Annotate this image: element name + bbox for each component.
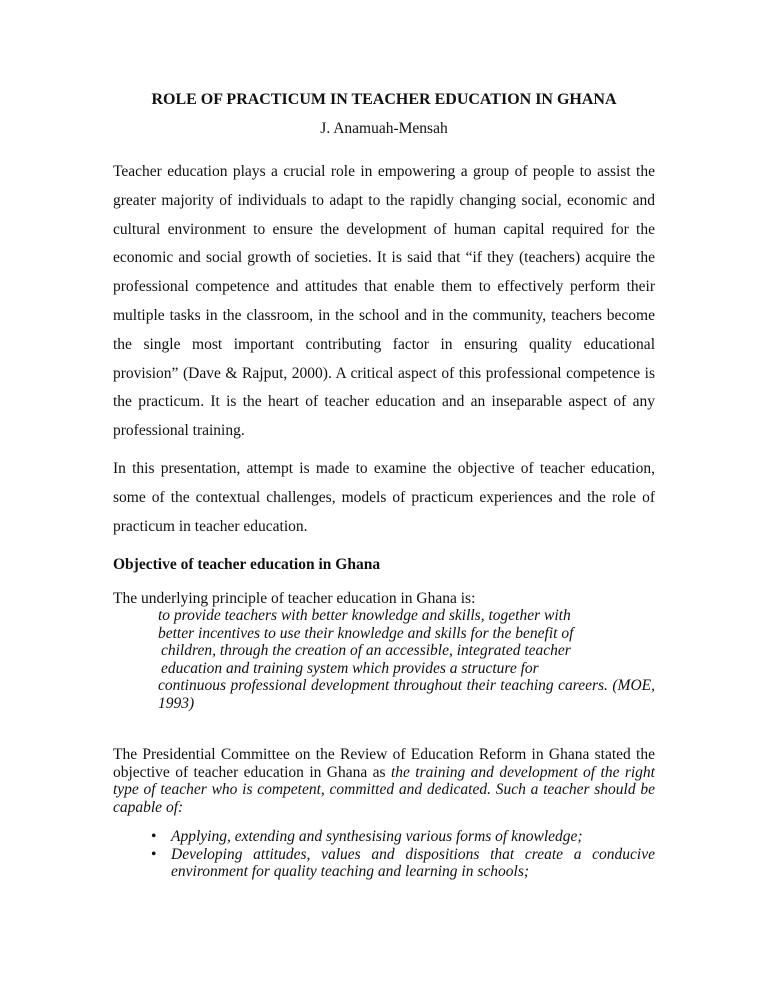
section-heading-objective: Objective of teacher education in Ghana	[113, 556, 381, 573]
quote-line: 1993)	[158, 694, 195, 712]
quote-line: children, through the creation of an accessible, integrated teacher	[161, 642, 571, 660]
quote-line: better incentives to use their knowledge and skills for the benefit of	[158, 624, 574, 642]
document-author: J. Anamuah-Mensah	[320, 120, 448, 137]
moe-quote	[158, 607, 655, 713]
list-item-text: Developing attitudes, values and dispositions that create a conducive environment for quality teaching and learning in schools;	[171, 845, 655, 881]
bullet-icon: •	[151, 845, 157, 863]
document-title: ROLE OF PRACTICUM IN TEACHER EDUCATION IN GHANA	[151, 91, 617, 108]
intro-paragraph: Teacher education plays a crucial role in empowering a group of people to assist the greater majority of individuals to adapt to the rapidly changing social, economic and cultural environment to ensure the development of human capital required for the economic and social growth of societies. It is said that “if they (teachers) acquire the professional competence and attitudes that enable them to effectively perform their multiple tasks in the classroom, in the school and in the community, teachers become the single most important contributing factor in ensuring quality educational provision” (Dave & Rajput, 2000). A critical aspect of this professional competence is the practicum. It is the heart of teacher education and an inseparable aspect of any professional training.	[113, 163, 655, 440]
principle-intro: The underlying principle of teacher education in Ghana is:	[113, 590, 476, 607]
quote-line: continuous professional development throughout their teaching careers. (MOE,	[158, 677, 655, 695]
list-item	[113, 846, 655, 881]
bullet-icon: •	[151, 828, 157, 845]
capability-list	[113, 828, 655, 881]
quote-line: to provide teachers with better knowledge and skills, together with	[158, 607, 571, 624]
list-item	[113, 828, 655, 846]
quote-line: education and training system which provides a structure for	[161, 659, 539, 677]
committee-paragraph	[113, 746, 655, 816]
committee-plain-text: The Presidential Committee on the Review of Education Reform in Ghana stated the objective of teacher education in Ghana as	[113, 746, 655, 781]
list-item-text: Applying, extending and synthesising various forms of knowledge;	[171, 828, 583, 845]
committee-italic-text: the training and development of the right type of teacher who is competent, committed and dedicated. Such a teacher should be capable of:	[113, 763, 655, 816]
presentation-paragraph: In this presentation, attempt is made to examine the objective of teacher education, some of the contextual challenges, models of practicum experiences and the role of practicum in teacher education.	[113, 460, 655, 535]
